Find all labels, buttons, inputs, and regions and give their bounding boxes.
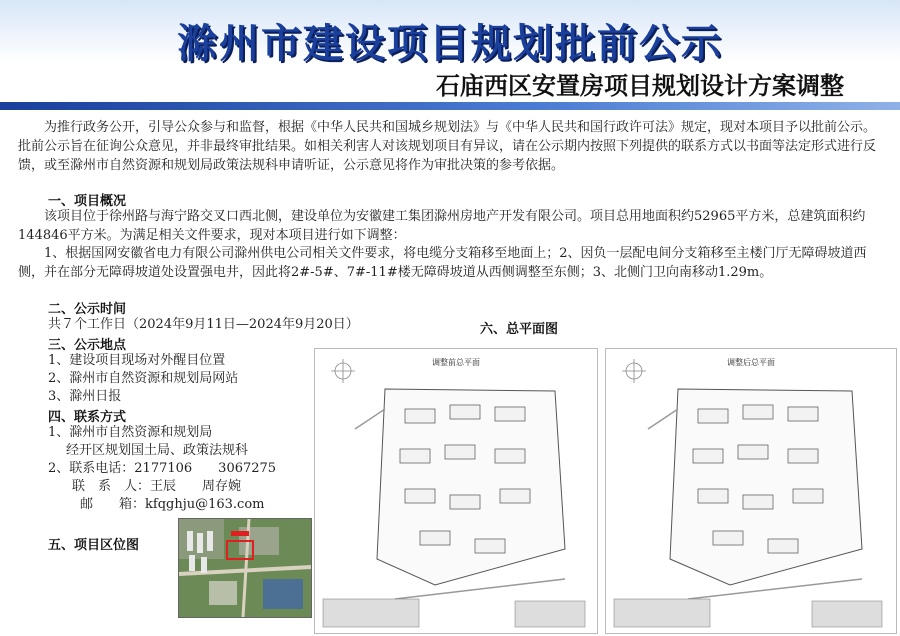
title-rule [0, 102, 900, 110]
contact-person: 联 系 人：王辰 周存婉 [72, 479, 242, 494]
section-1-heading: 一、项目概况 [48, 194, 127, 209]
site-plan-before [314, 348, 598, 634]
contact-phone: 2、联系电话：2177106 3067275 [48, 461, 277, 476]
section-5-heading: 五、项目区位图 [48, 538, 140, 553]
location-item: 2、滁州市自然资源和规划局网站 [48, 371, 239, 386]
location-map [178, 518, 312, 618]
publicity-period: 共７个工作日（2024年9月11日—2024年9月20日） [48, 317, 359, 332]
site-plan-after [605, 348, 897, 634]
location-item: 1、建设项目现场对外醒目位置 [48, 353, 226, 368]
section-1-adjustments: 1、根据国网安徽省电力有限公司滁州供电公司相关文件要求，将电缆分支箱移至地面上；2、因负一层配电间分支箱移至主楼门厅无障碍坡道西侧，并在部分无障碍坡道处设置强电井，因此将2#-5#、7#-11#楼无障碍坡道从西侧调整至东侧；3、北侧门卫向南移动1.29m。 [18, 246, 867, 280]
section-3-heading: 三、公示地点 [48, 338, 127, 353]
page-title: 滁州市建设项目规划批前公示 [177, 21, 723, 67]
contact-email: 邮 箱：kfqghju@163.com [80, 497, 265, 512]
contact-department: 经开区规划国土局、政策法规科 [66, 443, 249, 458]
section-6-heading: 六、总平面图 [480, 322, 559, 337]
location-item: 3、滁州日报 [48, 389, 122, 404]
intro-paragraph: 为推行政务公开，引导公众参与和监督，根据《中华人民共和国城乡规划法》与《中华人民共和国行政许可法》规定，现对本项目予以批前公示。批前公示旨在征询公众意见，并非最终审批结果。如相关利害人对该规划项目有异议，请在公示期内按照下列提供的联系方式以书面等法定形式进行反馈，或至滁州市自然资源和规划局政策法规科申请听证，公示意见将作为审批决策的参考依据。 [18, 120, 877, 173]
page-subtitle: 石庙西区安置房项目规划设计方案调整 [436, 72, 844, 100]
section-1-overview: 该项目位于徐州路与海宁路交叉口西北侧，建设单位为安徽建工集团滁州房地产开发有限公司。项目总用地面积约52965平方米，总建筑面积约144846平方米。为满足相关文件要求，现对本项目进行如下调整： [18, 209, 866, 243]
section-2-heading: 二、公示时间 [48, 302, 127, 317]
site-plan-before-label: 调整前总平面 [432, 358, 480, 367]
section-4-heading: 四、联系方式 [48, 410, 127, 425]
contact-agency: 1、滁州市自然资源和规划局 [48, 425, 213, 440]
site-plan-after-label: 调整后总平面 [727, 358, 775, 367]
